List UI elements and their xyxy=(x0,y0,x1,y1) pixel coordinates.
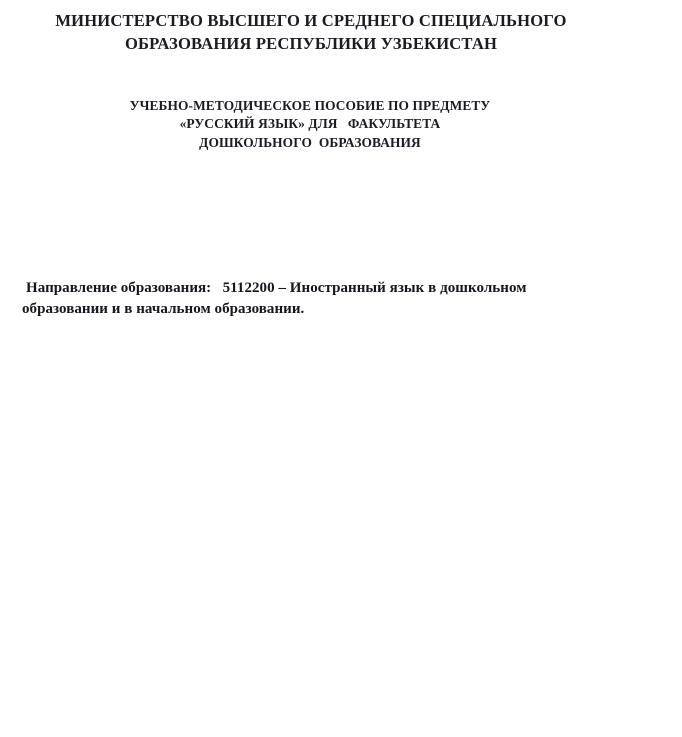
ministry-heading-line-2: ОБРАЗОВАНИЯ РЕСПУБЛИКИ УЗБЕКИСТАН xyxy=(124,33,498,53)
ministry-heading xyxy=(0,10,622,55)
subtitle-block xyxy=(0,97,620,152)
subtitle-line-3: ДОШКОЛЬНОГО ОБРАЗОВАНИЯ xyxy=(199,134,421,150)
direction-line-1: Направление образования: 5112200 – Иностранный язык в дошкольном xyxy=(26,280,527,296)
subtitle-line-1: УЧЕБНО-МЕТОДИЧЕСКОЕ ПОСОБИЕ ПО ПРЕДМЕТУ xyxy=(129,98,491,113)
blank-page-area xyxy=(0,330,682,737)
subtitle-line-2: «РУССКИЙ ЯЗЫК» ДЛЯ ФАКУЛЬТЕТА xyxy=(179,116,441,132)
ministry-heading-line-1: МИНИСТЕРСТВО ВЫСШЕГО И СРЕДНЕГО СПЕЦИАЛЬНОГО xyxy=(55,11,567,30)
direction-of-education-paragraph xyxy=(22,278,664,320)
direction-line-2: образовании и в начальном образовании. xyxy=(22,301,305,317)
